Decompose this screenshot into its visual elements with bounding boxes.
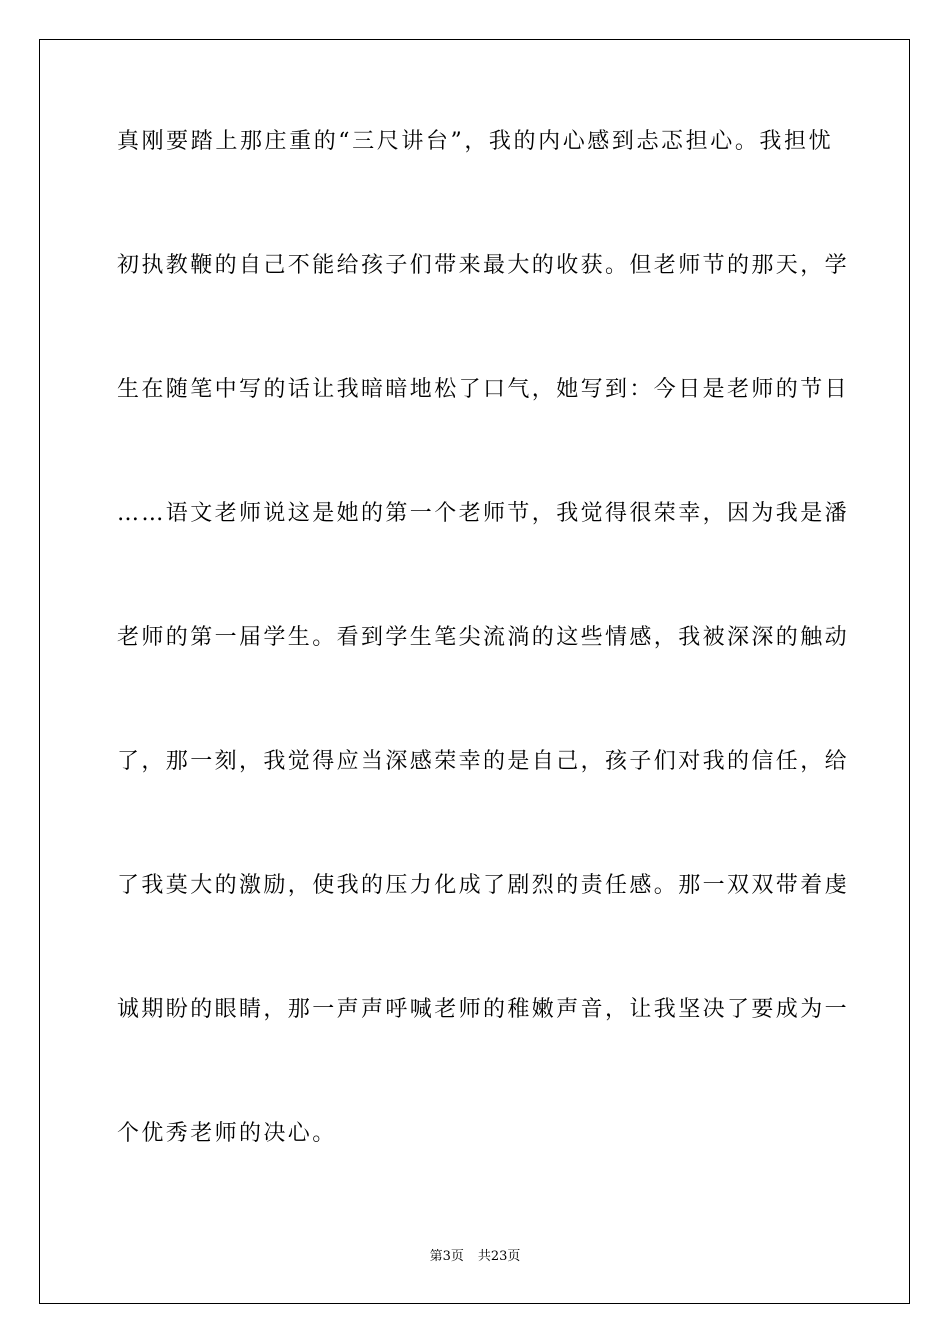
text-line: 初执教鞭的自己不能给孩子们带来最大的收获。但老师节的那天，学: [117, 253, 850, 278]
page-total: 共23页: [477, 1249, 521, 1264]
page-number: 第3页: [429, 1249, 464, 1264]
text-line: 生在随笔中写的话让我暗暗地松了口气，她写到：今日是老师的节日: [117, 377, 850, 402]
text-line: 老师的第一届学生。看到学生笔尖流淌的这些情感，我被深深的触动: [117, 625, 850, 650]
text-line: 个优秀老师的决心。: [117, 1121, 337, 1146]
text-line: 诚期盼的眼睛，那一声声呼喊老师的稚嫩声音，让我坚决了要成为一: [117, 997, 850, 1022]
text-line: 了，那一刻，我觉得应当深感荣幸的是自己，孩子们对我的信任，给: [117, 749, 850, 774]
page-footer: [0, 1248, 950, 1266]
text-line: 真刚要踏上那庄重的“三尺讲台”，我的内心感到忐忑担心。我担忧: [117, 129, 833, 154]
text-line: 了我莫大的激励，使我的压力化成了剧烈的责任感。那一双双带着虔: [117, 873, 850, 898]
text-line: ……语文老师说这是她的第一个老师节，我觉得很荣幸，因为我是潘: [117, 501, 850, 526]
body-text: [117, 127, 850, 1243]
